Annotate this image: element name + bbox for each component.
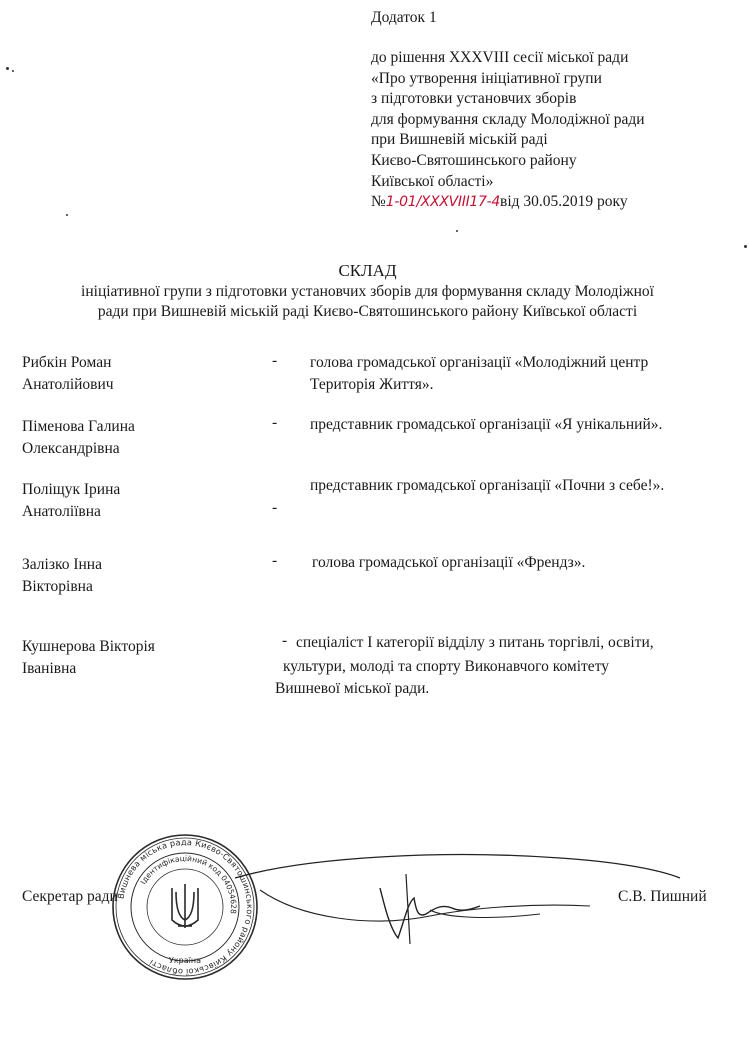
member-name-line: Іванівна — [22, 660, 77, 677]
member-name-line: Анатоліївна — [22, 503, 101, 520]
decision-line: для формування складу Молодіжної ради — [371, 110, 645, 128]
member-name-line: Кушнерова Вікторія — [22, 638, 155, 655]
page-title: СКЛАД — [338, 261, 397, 280]
decision-line: до рішення XXXVIII сесії міської ради — [371, 49, 629, 66]
member-role — [310, 475, 664, 497]
member-role-line: голова громадської організації «Френдз». — [312, 554, 586, 571]
signatory-name: С.В. Пишний — [618, 888, 707, 905]
handwritten-signature — [230, 848, 690, 948]
decision-line: при Вишневій міській раді — [371, 131, 548, 149]
decision-line: Києво-Святошинського району — [371, 151, 577, 169]
scan-speck — [12, 70, 14, 72]
member-role — [283, 656, 609, 678]
member-role-line: представник громадської організації «Я унікальний». — [310, 416, 663, 433]
member-dash: - — [272, 352, 278, 369]
member-dash: - — [282, 632, 288, 649]
handwritten-number: 1-01/XXXVIII17-4 — [385, 194, 500, 211]
scan-speck — [6, 67, 9, 70]
seal-bottom-text: Україна — [168, 956, 202, 965]
decision-line: з підготовки установчих зборів — [371, 90, 577, 108]
secretary-label: Секретар ради — [22, 888, 118, 905]
member-name — [22, 416, 135, 460]
member-name-line: Піменова Галина — [22, 418, 135, 435]
member-name-line: Вікторівна — [22, 578, 93, 595]
scan-speck — [744, 245, 747, 248]
page-subtitle — [0, 282, 735, 322]
member-role-line: Вишневої міської ради. — [275, 680, 430, 697]
member-role — [275, 678, 429, 700]
member-name-line: Рибкін Роман — [22, 354, 112, 371]
member-name — [22, 479, 120, 523]
decision-line: «Про утворення ініціативної групи — [371, 69, 602, 87]
member-role — [296, 632, 654, 654]
member-dash: - — [272, 552, 278, 569]
member-role-line: спеціаліст І категорії відділу з питань торгівлі, освіти, — [296, 634, 654, 651]
member-role — [310, 352, 648, 396]
seal-outer-text: Вишнева міська рада Києво-Святошинського району Київської області — [115, 836, 256, 978]
member-role — [310, 414, 662, 436]
member-role-line: голова громадської організації «Молодіжний центр — [310, 354, 649, 371]
decision-line: Київської області» — [371, 172, 494, 190]
scan-speck — [456, 230, 458, 232]
member-role-line: Територія Життя». — [310, 376, 434, 393]
decision-number-line — [371, 192, 645, 213]
subtitle-line: ініціативної групи з підготовки установчих зборів для формування складу Молодіжної — [81, 283, 654, 300]
member-name-line: Поліщук Ірина — [22, 481, 121, 498]
member-name-line: Анатолійович — [22, 376, 114, 393]
decision-reference — [371, 48, 645, 213]
subtitle-line: ради при Вишневій міській раді Києво-Святошинського району Київської області — [97, 303, 638, 320]
number-prefix: № — [371, 193, 386, 211]
member-role-line: представник громадської організації «Почни з себе!». — [310, 477, 665, 494]
member-role — [312, 552, 585, 574]
seal-inner-text: Ідентифікаційний код 04054628 — [138, 853, 239, 915]
member-dash: - — [272, 414, 278, 431]
member-name-line: Залізко Інна — [22, 556, 102, 573]
member-dash: - — [272, 499, 278, 516]
member-name — [22, 352, 114, 396]
scan-speck — [66, 214, 68, 216]
decision-date: від 30.05.2019 року — [500, 193, 628, 211]
member-name — [22, 554, 102, 598]
trident-emblem-icon — [172, 884, 198, 928]
member-name-line: Олександрівна — [22, 440, 120, 457]
member-name — [22, 636, 155, 680]
member-role-line: культури, молоді та спорту Виконавчого комітету — [283, 658, 610, 675]
addendum-label: Додаток 1 — [371, 9, 437, 26]
